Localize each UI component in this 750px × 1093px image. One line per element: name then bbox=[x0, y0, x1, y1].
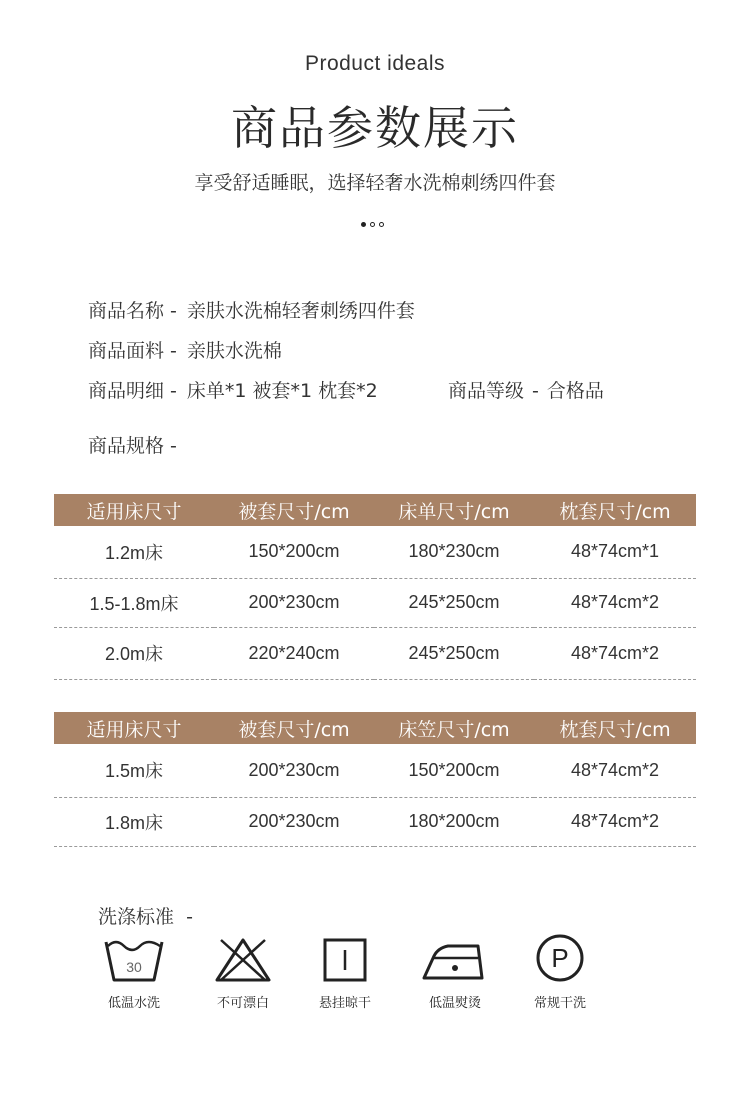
no-bleach-icon bbox=[211, 934, 275, 984]
table-cell: 1.8m床 bbox=[54, 797, 214, 846]
table-cell: 200*230cm bbox=[214, 578, 374, 627]
table-cell: 245*250cm bbox=[374, 627, 534, 679]
table-cell: 48*74cm*2 bbox=[534, 627, 696, 679]
info-spec-label: 商品规格 bbox=[88, 435, 165, 457]
dry-clean-icon bbox=[528, 934, 592, 984]
info-grade-value: 合格品 bbox=[546, 380, 604, 402]
info-separator: - bbox=[170, 435, 177, 457]
care-text-low-iron: 低温熨烫 bbox=[428, 996, 481, 1011]
care-item-low-iron bbox=[400, 934, 510, 1011]
info-name-value: 亲肤水洗棉轻奢刺绣四件套 bbox=[186, 300, 415, 322]
table-cell: 48*74cm*1 bbox=[534, 526, 696, 578]
care-item-wash bbox=[79, 934, 189, 1011]
care-separator: - bbox=[186, 906, 193, 928]
table-header-cell: 床笠尺寸/cm bbox=[374, 712, 534, 744]
info-grade-label: 商品等级 bbox=[448, 380, 525, 402]
care-text-no-bleach: 不可漂白 bbox=[216, 996, 269, 1011]
care-heading bbox=[98, 902, 193, 929]
info-name-row bbox=[88, 296, 415, 323]
table-cell: 245*250cm bbox=[374, 578, 534, 627]
wash-30-icon bbox=[102, 934, 166, 984]
info-detail-row bbox=[88, 376, 378, 403]
table-row bbox=[54, 526, 696, 578]
info-fabric-value: 亲肤水洗棉 bbox=[186, 340, 282, 362]
table-cell: 48*74cm*2 bbox=[534, 744, 696, 797]
table-header-cell: 枕套尺寸/cm bbox=[534, 494, 696, 526]
info-separator: - bbox=[170, 300, 177, 322]
info-name-label: 商品名称 bbox=[88, 300, 165, 322]
table-cell: 150*200cm bbox=[374, 744, 534, 797]
wash-temperature: 30 bbox=[126, 959, 142, 975]
care-text-dry-clean: 常规干洗 bbox=[533, 996, 586, 1011]
table-cell: 48*74cm*2 bbox=[534, 797, 696, 846]
care-item-no-bleach bbox=[188, 934, 298, 1011]
info-spec-row bbox=[88, 431, 187, 458]
table-row bbox=[54, 744, 696, 797]
table-cell: 200*230cm bbox=[214, 797, 374, 846]
table-cell: 48*74cm*2 bbox=[534, 578, 696, 627]
page-title: 商品参数展示 bbox=[231, 101, 519, 155]
care-text-wash: 低温水洗 bbox=[107, 996, 160, 1011]
info-grade-row bbox=[448, 376, 604, 403]
dot-hollow bbox=[379, 222, 384, 227]
info-fabric-row bbox=[88, 336, 282, 363]
table-cell: 200*230cm bbox=[214, 744, 374, 797]
english-subtitle: Product ideals bbox=[304, 52, 446, 75]
info-separator: - bbox=[170, 380, 177, 402]
info-detail-label: 商品明细 bbox=[88, 380, 165, 402]
care-label: 洗涤标准 bbox=[98, 906, 175, 928]
table-header-cell: 适用床尺寸 bbox=[54, 712, 214, 744]
dry-clean-letter: P bbox=[551, 943, 569, 973]
table-cell: 1.2m床 bbox=[54, 526, 214, 578]
table-cell: 1.5-1.8m床 bbox=[54, 578, 214, 627]
care-text-hang-dry: 悬挂晾干 bbox=[318, 996, 371, 1011]
table-cell: 150*200cm bbox=[214, 526, 374, 578]
table-header-cell: 枕套尺寸/cm bbox=[534, 712, 696, 744]
table-cell: 220*240cm bbox=[214, 627, 374, 679]
table-header-cell: 被套尺寸/cm bbox=[214, 712, 374, 744]
table-header-cell: 床单尺寸/cm bbox=[374, 494, 534, 526]
dot-hollow bbox=[370, 222, 375, 227]
info-fabric-label: 商品面料 bbox=[88, 340, 165, 362]
table-row bbox=[54, 578, 696, 627]
table-cell: 2.0m床 bbox=[54, 627, 214, 679]
decorative-dots bbox=[361, 222, 384, 227]
table-row bbox=[54, 797, 696, 846]
table-header-cell: 被套尺寸/cm bbox=[214, 494, 374, 526]
info-separator: - bbox=[532, 380, 539, 402]
size-table-1 bbox=[54, 494, 696, 680]
low-iron-icon bbox=[420, 934, 490, 984]
info-separator: - bbox=[170, 340, 177, 362]
size-table-2 bbox=[54, 712, 696, 847]
care-item-dry-clean bbox=[505, 934, 615, 1011]
slogan: 享受舒适睡眠，选择轻奢水洗棉刺绣四件套 bbox=[194, 172, 556, 194]
info-detail-value: 床单*1 被套*1 枕套*2 bbox=[186, 380, 378, 402]
table-cell: 1.5m床 bbox=[54, 744, 214, 797]
table-header-row bbox=[54, 494, 696, 526]
dot-filled bbox=[361, 222, 366, 227]
hang-dry-icon bbox=[313, 934, 377, 984]
care-item-hang-dry bbox=[290, 934, 400, 1011]
table-cell: 180*200cm bbox=[374, 797, 534, 846]
table-row bbox=[54, 627, 696, 679]
table-cell: 180*230cm bbox=[374, 526, 534, 578]
table-header-row bbox=[54, 712, 696, 744]
table-header-cell: 适用床尺寸 bbox=[54, 494, 214, 526]
